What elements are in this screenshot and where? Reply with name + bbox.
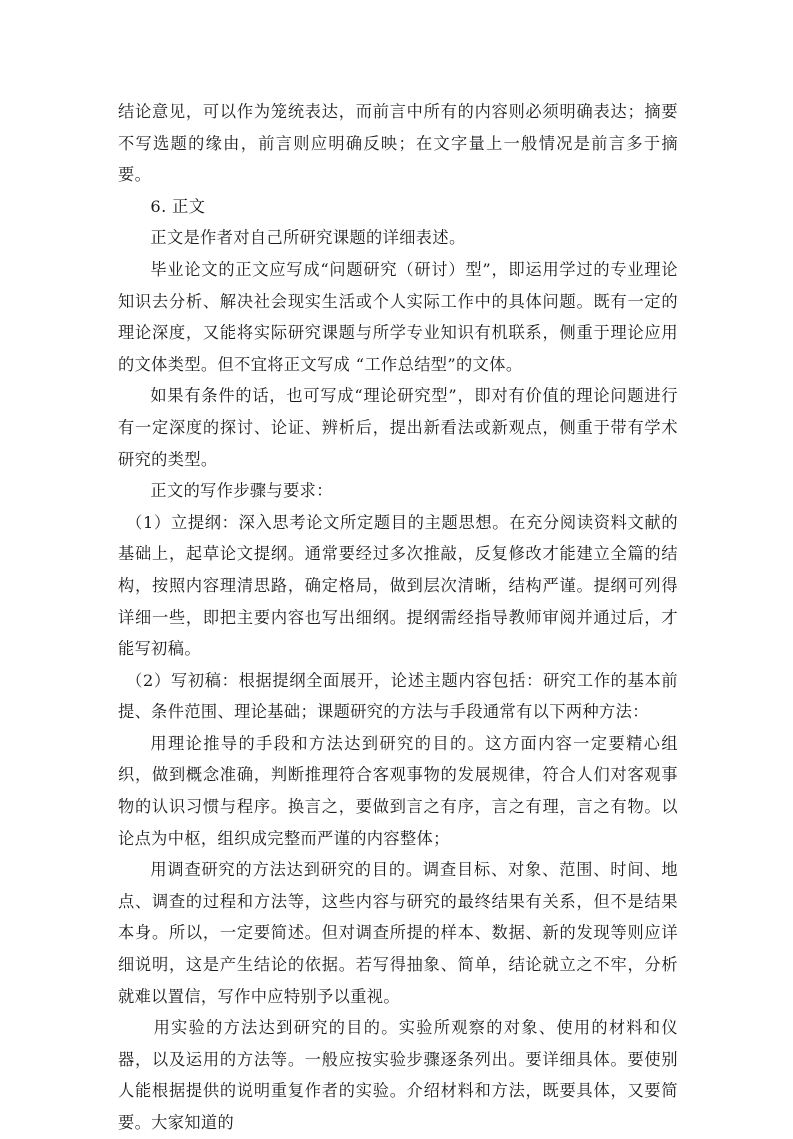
paragraph-method-experiment: 用实验的方法达到研究的目的。实验所观察的对象、使用的材料和仪器，以及运用的方法等。一般应按实验步骤逐条列出。要详细具体。要使别人能根据提供的说明重复作者的实验。介绍材料和方法，既要具体，又要简要。大家知道的 — [118, 1018, 678, 1132]
paragraph-problem-research-type: 毕业论文的正文应写成“问题研究（研讨）型”，即运用学过的专业理论知识去分析、解决社会现实生活或个人实际工作中的具体问题。既有一定的理论深度，又能将实际研究课题与所学专业知识有机联系，侧重于理论应用的文体类型。但不宜将正文写成 “工作总结型”的文体。 — [118, 259, 678, 374]
paragraph-step-draft: （2）写初稿：根据提纲全面展开，论述主题内容包括：研究工作的基本前提、条件范围、理论基础；课题研究的方法与手段通常有以下两种方法： — [118, 670, 678, 722]
paragraph-body-definition: 正文是作者对自己所研究课题的详细表述。 — [150, 228, 466, 248]
paragraph-theory-research-type: 如果有条件的话，也可写成“理论研究型”，即对有价值的理论问题进行有一定深度的探讨、论证、辨析后，提出新看法或新观点，侧重于带有学术研究的类型。 — [118, 386, 678, 469]
section-heading-body-text: 6. 正文 — [150, 196, 206, 216]
paragraph-method-survey: 用调查研究的方法达到研究的目的。调查目标、对象、范围、时间、地点、调查的过程和方法等，这些内容与研究的最终结果有关系，但不是结果本身。所以，一定要简述。但对调查所提的样本、数据、新的发现等则应详细说明，这是产生结论的依据。若写得抽象、简单，结论就立之不牢，分析就难以置信，写作中应特别予以重视。 — [118, 860, 678, 1006]
document-body — [118, 96, 678, 1139]
paragraph-continuation: 结论意见，可以作为笼统表达，而前言中所有的内容则必须明确表达；摘要不写选题的缘由，前言则应明确反映；在文字量上一般情况是前言多于摘要。 — [118, 102, 678, 185]
paragraph-step-outline: （1）立提纲：深入思考论文所定题目的主题思想。在充分阅读资料文献的基础上，起草论文提纲。通常要经过多次推敲，反复修改才能建立全篇的结构，按照内容理清思路，确定格局，做到层次清晰，结构严谨。提纲可列得详细一些，即把主要内容也写出细纲。提纲需经指导教师审阅并通过后，才能写初稿。 — [118, 512, 678, 659]
paragraph-writing-steps-intro: 正文的写作步骤与要求： — [150, 481, 333, 501]
paragraph-method-theory: 用理论推导的手段和方法达到研究的目的。这方面内容一定要精心组织，做到概念准确，判断推理符合客观事物的发展规律，符合人们对客观事物的认识习惯与程序。换言之，要做到言之有序，言之有理，言之有物。以论点为中枢，组织成完整而严谨的内容整体； — [118, 733, 678, 848]
